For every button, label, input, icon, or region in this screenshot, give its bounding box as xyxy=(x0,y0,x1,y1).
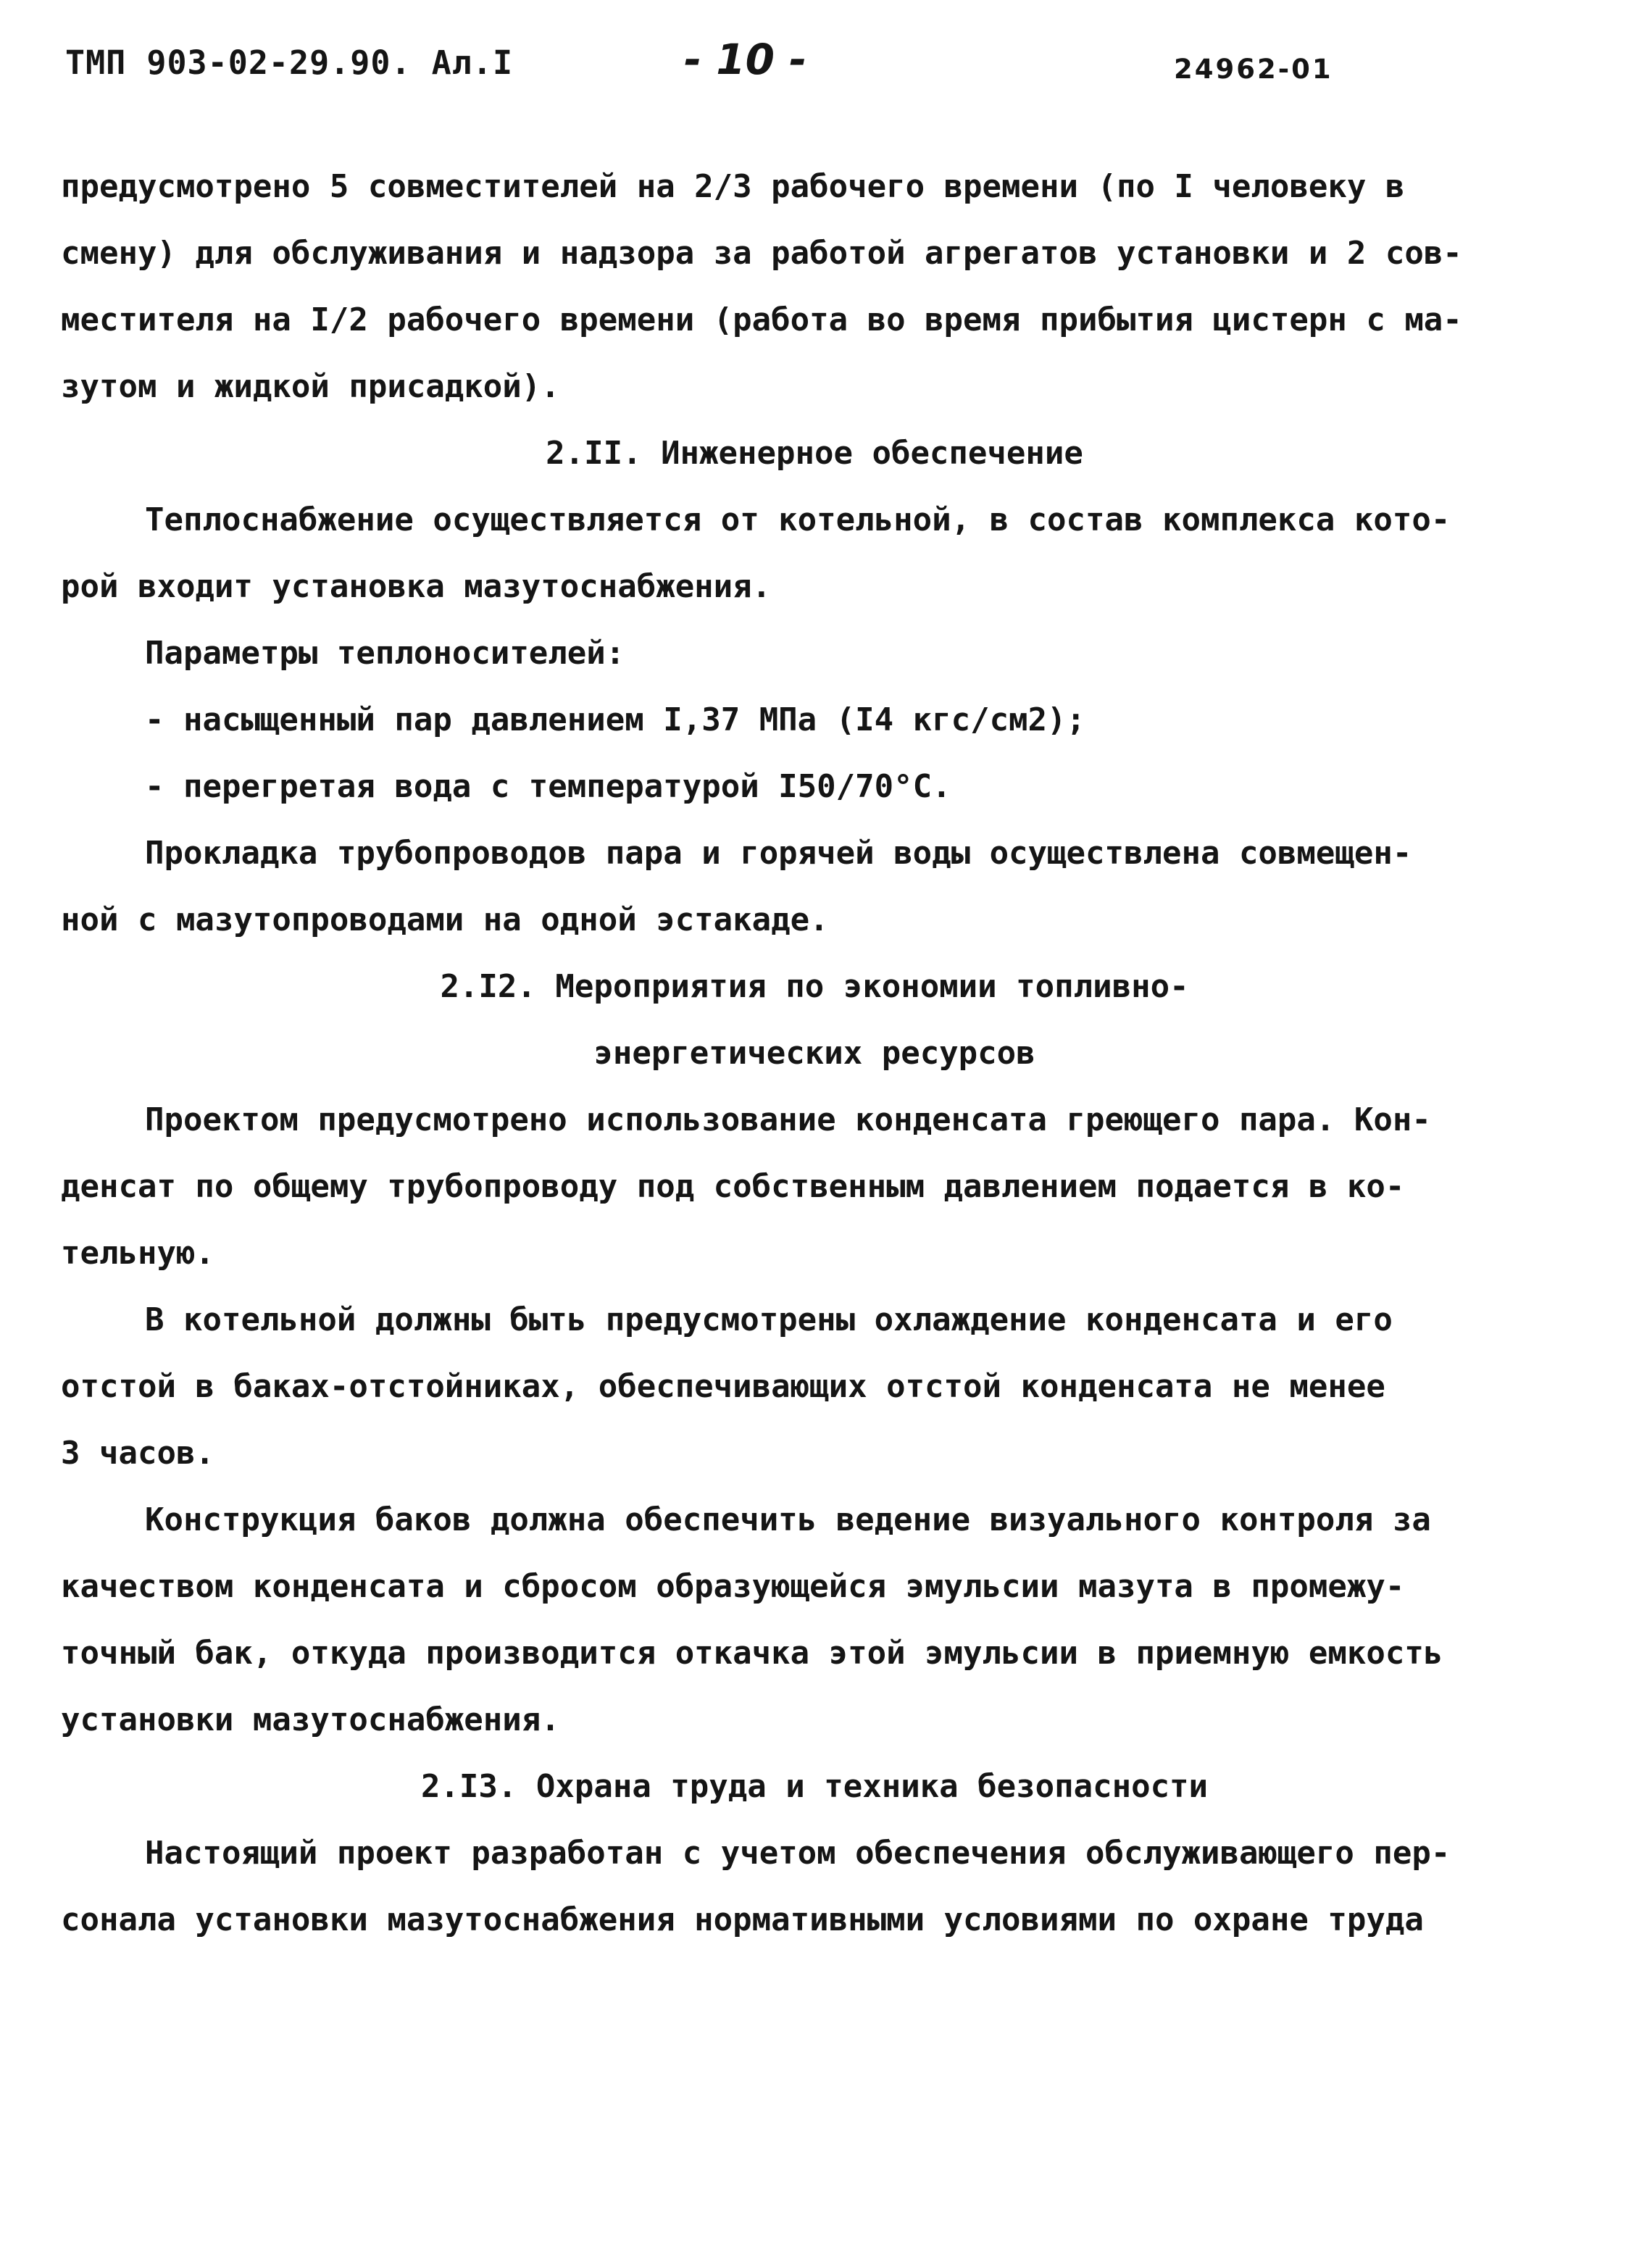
text-line: Проектом предусмотрено использование конденсата греющего пара. Кон- xyxy=(145,1101,1431,1138)
text-line: местителя на I/2 рабочего времени (работа во время прибытия цистерн с ма- xyxy=(61,301,1462,338)
text-line: тельную. xyxy=(61,1235,214,1272)
text-line: денсат по общему трубопроводу под собственным давлением подается в ко- xyxy=(61,1168,1405,1205)
text-line: предусмотрено 5 совместителей на 2/3 рабочего времени (по I человеку в xyxy=(61,168,1405,205)
text-line: Параметры теплоносителей: xyxy=(145,635,625,672)
text-line: сонала установки мазутоснабжения нормативными условиями по охране труда xyxy=(61,1901,1424,1938)
section-heading-line: 2.I3. Охрана труда и техника безопасности xyxy=(420,1768,1209,1805)
text-line: - насыщенный пар давлением I,37 МПа (I4 кгс/см2); xyxy=(145,701,1086,738)
text-line: отстой в баках-отстойниках, обеспечивающих отстой конденсата не менее xyxy=(61,1368,1385,1405)
text-line: В котельной должны быть предусмотрены охлаждение конденсата и его xyxy=(145,1301,1393,1338)
text-line: зутом и жидкой присадкой). xyxy=(61,368,560,405)
section-heading-line: энергетических ресурсов xyxy=(593,1035,1035,1072)
text-line: точный бак, откуда производится откачка этой эмульсии в приемную емкость xyxy=(61,1635,1443,1672)
text-line: Прокладка трубопроводов пара и горячей воды осуществлена совмещен- xyxy=(145,835,1412,872)
page-number: - 10 - xyxy=(684,35,807,84)
text-line: смену) для обслуживания и надзора за работой агрегатов установки и 2 сов- xyxy=(61,235,1462,272)
text-line: - перегретая вода с температурой I50/70°С. xyxy=(145,768,951,805)
text-line: установки мазутоснабжения. xyxy=(61,1701,560,1738)
text-line: Теплоснабжение осуществляется от котельной, в состав комплекса кото- xyxy=(145,501,1451,538)
text-line: ной с мазутопроводами на одной эстакаде. xyxy=(61,901,829,938)
text-line: рой входит установка мазутоснабжения. xyxy=(61,568,772,605)
text-line: 3 часов. xyxy=(61,1435,214,1472)
text-line: Настоящий проект разработан с учетом обеспечения обслуживающего пер- xyxy=(145,1835,1451,1872)
document-body xyxy=(61,154,1568,1954)
text-line: качеством конденсата и сбросом образующейся эмульсии мазута в промежу- xyxy=(61,1568,1405,1605)
section-heading-line: 2.II. Инженерное обеспечение xyxy=(546,435,1083,472)
page-header xyxy=(0,35,1626,114)
inventory-number: 24962-01 xyxy=(1174,54,1333,85)
text-line: Конструкция баков должна обеспечить ведение визуального контроля за xyxy=(145,1501,1431,1538)
section-heading-line: 2.I2. Мероприятия по экономии топливно- xyxy=(440,968,1189,1005)
document-code: ТМП 903-02-29.90. Ал.I xyxy=(65,43,514,82)
